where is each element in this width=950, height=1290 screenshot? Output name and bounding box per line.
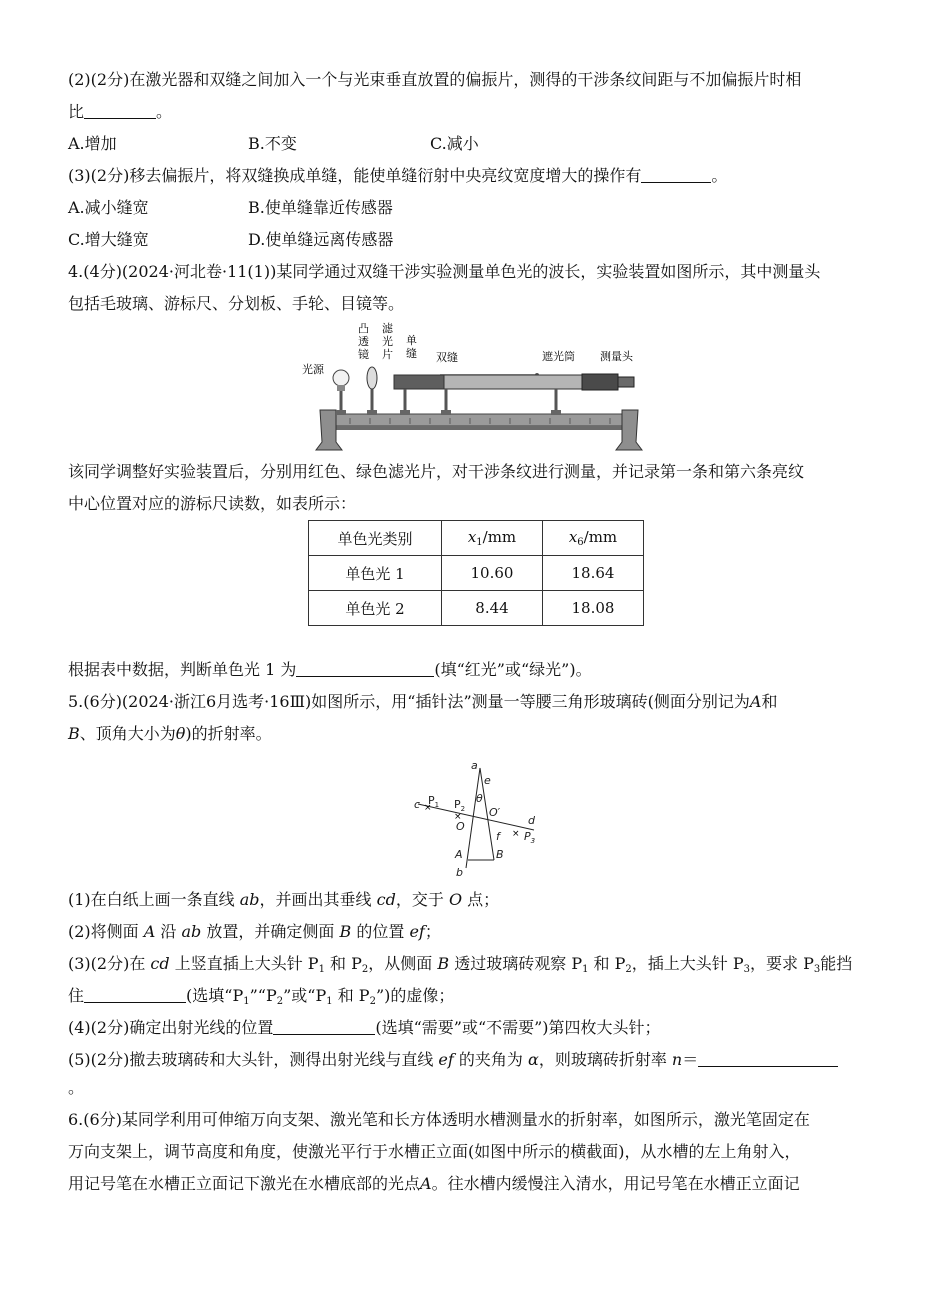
q2-option-c: C.减小 [430,134,479,153]
q3-option-b: B.使单缝靠近传感器 [248,198,393,217]
pin-p1-mark: × [424,803,432,813]
q6-line2: 万向支架上，调节高度和角度，使激光平行于水槽正立面(如图中所示的横截面)，从水槽的左上角射入， [68,1142,801,1161]
label-shade-tube: 遮光筒 [542,350,575,363]
label-c: c [414,798,421,811]
label-double-slit: 双缝 [436,351,458,364]
q2-line1: (2)(2分)在激光器和双缝之间加入一个与光束垂直放置的偏振片，测得的干涉条纹间距与不加偏振片时相 [68,70,802,89]
q2-option-b: B.不变 [248,134,297,153]
label-d: d [528,814,535,827]
label-side-b: B [496,848,504,861]
label-p2: $P_2$ [454,798,466,813]
answer-blank[interactable] [296,660,434,677]
apparatus-figure [290,318,660,452]
label-e: e [484,774,491,787]
label-o-prime: O′ [489,806,501,819]
q2-line2: 比 。 [68,102,173,121]
prism-figure [408,756,548,878]
label-p3: $P_3$ [524,830,536,845]
measurement-table [308,520,644,626]
label-measuring-head: 测量头 [600,350,633,363]
q4-line4: 中心位置对应的游标尺读数，如表所示： [68,494,357,513]
pin-p2-mark: × [454,812,462,822]
answer-blank[interactable] [273,1018,375,1035]
q5-step5-end: 。 [68,1078,85,1097]
table-header-cell: 单色光类别 [309,521,442,556]
q3-line1: (3)(2分)移去偏振片，将双缝换成单缝，能使单缝衍射中央亮纹宽度增大的操作有 。 [68,166,728,185]
q5-line2: B、顶角大小为θ)的折射率。 [68,724,272,743]
q5-step2: (2)将侧面 A 沿 ab 放置，并确定侧面 B 的位置 ef； [68,922,441,941]
table-cell: 单色光 2 [309,591,442,626]
table-cell: 18.64 [543,556,644,591]
answer-blank[interactable] [641,166,711,183]
q5-step5: (5)(2分)撤去玻璃砖和大头针，测得出射光线与直线 ef 的夹角为 α，则玻璃砖折射率 n＝ [68,1050,838,1070]
q6-line1: 6.(6分)某同学利用可伸缩万向支架、激光笔和长方体透明水槽测量水的折射率，如图所示，激光笔固定在 [68,1110,810,1129]
q4-line3: 该同学调整好实验装置后，分别用红色、绿色滤光片，对干涉条纹进行测量，并记录第一条和第六条亮纹 [68,462,805,481]
table-header-cell: $x_1/mm$ [442,521,543,556]
q5-step3-line2: 住 (选填“$P_1”“P_2$”或“$P_1$ 和 $P_2$”)的虚像； [68,986,455,1007]
label-filter: 滤光片 [382,322,393,361]
table-cell: 10.60 [442,556,543,591]
q2-option-a: A.增加 [68,134,117,153]
q3-option-a: A.减小缝宽 [68,198,149,217]
q5-step3-line1: (3)(2分)在 cd 上竖直插上大头针 $P_1$ 和 $P_2$，从侧面 B 透过玻璃砖观察 $P_1$ 和 $P_2$，插上大头针 $P_3$，要求 $P_3$能挡 [68,954,853,975]
q5-step4: (4)(2分)确定出射光线的位置 (选填“需要”或“不需要”)第四枚大头针； [68,1018,661,1037]
answer-blank[interactable] [698,1050,838,1067]
label-o: O [456,820,465,833]
q6-line3: 用记号笔在水槽正立面记下激光在水槽底部的光点A。往水槽内缓慢注入清水，用记号笔在水槽正立面记 [68,1174,800,1193]
q4-line1: 4.(4分)(2024·河北卷·11(1))某同学通过双缝干涉实验测量单色光的波长，实验装置如图所示，其中测量头 [68,262,821,281]
table-row [309,591,644,626]
q3-option-c: C.增大缝宽 [68,230,149,249]
q4-line2: 包括毛玻璃、游标尺、分划板、手轮、目镜等。 [68,294,405,313]
label-f: f [496,830,500,843]
answer-blank[interactable] [84,102,156,119]
label-theta: θ [476,792,483,805]
answer-blank[interactable] [84,986,186,1003]
q4-line5: 根据表中数据，判断单色光 1 为 (填“红光”或“绿光”)。 [68,660,592,679]
table-cell: 8.44 [442,591,543,626]
label-p1: $P_1$ [428,794,440,809]
label-side-a: A [455,848,463,861]
label-light-source: 光源 [302,363,324,376]
table-row [309,556,644,591]
table-cell: 18.08 [543,591,644,626]
table-header-row [309,521,644,556]
label-single-slit: 单缝 [406,334,417,360]
q3-option-d: D.使单缝远离传感器 [248,230,394,249]
table-cell: 单色光 1 [309,556,442,591]
label-b: b [456,866,463,878]
q5-step1: (1)在白纸上画一条直线 ab，并画出其垂线 cd，交于 O 点； [68,890,500,909]
table-header-cell: $x_6/mm$ [543,521,644,556]
q5-line1: 5.(6分)(2024·浙江6月选考·16Ⅲ)如图所示，用“插针法”测量一等腰三角形玻璃砖(侧面分别记为A和 [68,692,778,711]
pin-p3-mark: × [512,829,520,839]
label-lens: 凸透镜 [358,322,369,361]
label-a: a [471,759,478,772]
